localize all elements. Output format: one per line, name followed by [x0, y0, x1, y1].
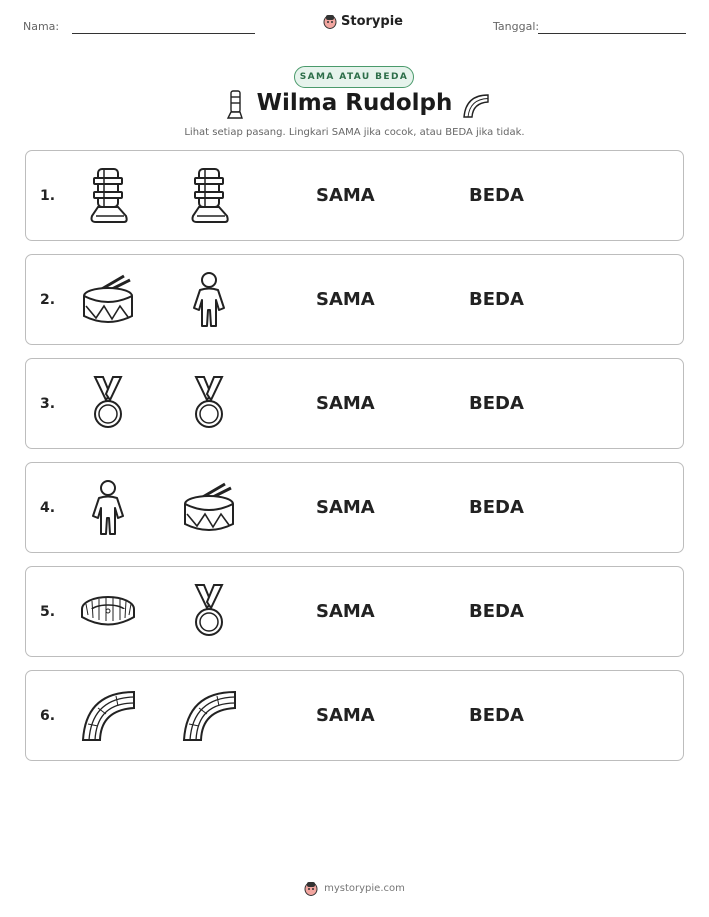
track-icon — [178, 684, 240, 748]
sama-option[interactable]: SAMA — [316, 705, 375, 726]
activity-badge: SAMA ATAU BEDA — [294, 66, 414, 88]
sama-option[interactable]: SAMA — [316, 497, 375, 518]
footer — [0, 880, 709, 896]
row-number: 6. — [40, 708, 56, 724]
pair-card — [25, 566, 684, 657]
medal-icon — [178, 580, 240, 644]
beda-option[interactable]: BEDA — [469, 601, 524, 622]
track-icon — [77, 684, 139, 748]
footer-url[interactable]: mystorypie.com — [324, 882, 405, 894]
pair-card — [25, 670, 684, 761]
beda-option[interactable]: BEDA — [469, 497, 524, 518]
pair-card — [25, 358, 684, 449]
sama-option[interactable]: SAMA — [316, 185, 375, 206]
sama-option[interactable]: SAMA — [316, 393, 375, 414]
drum-icon — [77, 268, 139, 332]
storypie-mascot-icon — [323, 13, 337, 29]
beda-option[interactable]: BEDA — [469, 289, 524, 310]
leg-brace-icon — [77, 164, 139, 228]
track-icon — [462, 93, 490, 119]
pair-card — [25, 254, 684, 345]
row-number: 4. — [40, 500, 56, 516]
sama-option[interactable]: SAMA — [316, 601, 375, 622]
row-number: 1. — [40, 188, 56, 204]
stadium-icon — [77, 580, 139, 644]
brand-logo — [323, 13, 403, 29]
name-label: Nama: — [23, 20, 60, 33]
sama-option[interactable]: SAMA — [316, 289, 375, 310]
beda-option[interactable]: BEDA — [469, 393, 524, 414]
row-number: 2. — [40, 292, 56, 308]
medal-icon — [77, 372, 139, 436]
beda-option[interactable]: BEDA — [469, 705, 524, 726]
person-icon — [178, 268, 240, 332]
page-title: Wilma Rudolph — [256, 90, 453, 116]
storypie-mascot-icon — [304, 880, 318, 896]
medal-icon — [178, 372, 240, 436]
brand-name: Storypie — [341, 13, 403, 29]
row-number: 5. — [40, 604, 56, 620]
leg-brace-icon — [178, 164, 240, 228]
name-line[interactable] — [72, 33, 255, 34]
date-label: Tanggal: — [493, 20, 540, 33]
instructions: Lihat setiap pasang. Lingkari SAMA jika cocok, atau BEDA jika tidak. — [184, 127, 525, 138]
row-number: 3. — [40, 396, 56, 412]
person-icon — [77, 476, 139, 540]
drum-icon — [178, 476, 240, 540]
beda-option[interactable]: BEDA — [469, 185, 524, 206]
date-line[interactable] — [538, 33, 686, 34]
pair-card — [25, 462, 684, 553]
pair-card — [25, 150, 684, 241]
